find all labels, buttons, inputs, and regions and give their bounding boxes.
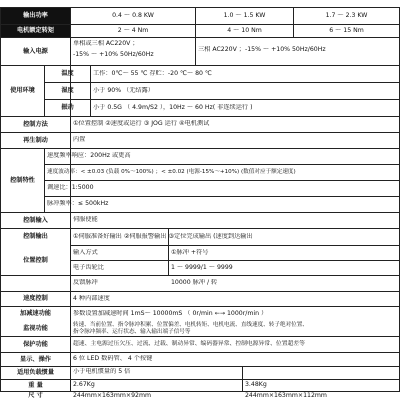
control-char-row-2: 速度波动率：< ±0.03 (负载 0%～100%) ；< ±0.02 (电源-15%～+10%) (数值对应于额定速度) xyxy=(47,169,296,175)
control-output-value: ①伺服准备好输出 ②伺服报警输出 ③定位完成输出 (速度到达输出 xyxy=(73,233,253,240)
speed-control-label: 速度控制 xyxy=(23,295,48,302)
row-divider xyxy=(70,245,400,246)
display-value: 6 位 LED 数码管、 4 个按键 xyxy=(73,355,153,362)
accel-label: 加减速功能 xyxy=(20,310,51,317)
row-divider xyxy=(44,180,400,181)
row-divider xyxy=(70,260,400,261)
row-divider xyxy=(44,196,400,197)
sub-label-divider xyxy=(44,148,45,212)
vibration-label: 振动 xyxy=(61,104,74,111)
row-divider xyxy=(44,164,400,165)
rated-torque-label: 电机额定转矩 xyxy=(1,25,70,37)
size-value-1: 244mm×163mm×92mm xyxy=(73,392,152,399)
rated-torque-3: 6 ～ 15 Nm xyxy=(329,27,364,34)
regen-brake-value: 内置 xyxy=(73,136,86,143)
row-divider xyxy=(44,99,400,100)
power-input-right: 三相 AC220V ；-15% ～ +10% 50Hz/60Hz xyxy=(198,46,326,53)
label-column-divider xyxy=(70,7,71,391)
power-input-label: 输入电源 xyxy=(23,48,48,55)
weight-value-1: 2.67Kg xyxy=(73,381,95,388)
control-char-row-4: 脉冲频率：≤ 500kHz xyxy=(47,200,109,207)
rated-torque-1: 2 ～ 4 Nm xyxy=(117,27,149,34)
power-input-left-1: 单相或三相 AC220V ； xyxy=(73,40,139,47)
humidity-value: 小于 90% （无结露） xyxy=(93,87,154,94)
power-input-left-2: -15% ～ +10% 50Hz/60Hz xyxy=(73,51,154,58)
temperature-value: 工作：0℃～ 55 ℃ 存贮：-20 ℃～ 80 ℃ xyxy=(93,70,212,77)
control-input-label: 控制输入 xyxy=(23,217,48,224)
output-power-2: 1.0 ～ 1.5 KW xyxy=(223,12,266,19)
row-divider xyxy=(0,275,400,276)
weight-label: 重 量 xyxy=(28,382,43,389)
row-divider xyxy=(0,148,400,149)
output-power-1: 0.4 ～ 0.8 KW xyxy=(112,12,154,19)
monitor-line-1: 转速、当前位置、指令脉冲积累、位置偏差、电机转矩、电机电流、直线速度、转子绝对位置、 xyxy=(73,322,308,328)
input-mode-label: 输入方式 xyxy=(73,249,98,256)
position-control-label: 位置控制 xyxy=(23,257,48,264)
vibration-value: 小于 0.5G （ 4.9m/S2 ），10Hz ～ 60 Hz( 非连续运行 ) xyxy=(93,104,253,111)
control-char-row-3: 调速比：1:5000 xyxy=(47,184,94,191)
temperature-label: 温度 xyxy=(61,70,74,77)
control-input-value: 伺服使能 xyxy=(73,216,98,223)
output-power-label: 输出功率 xyxy=(1,8,70,24)
control-method-label: 控制方法 xyxy=(23,121,48,128)
control-char-label: 控制特性 xyxy=(10,177,35,184)
gear-ratio-label: 电子齿轮比 xyxy=(73,264,104,271)
load-inertia-value: 小于电机惯量的 5 倍 xyxy=(73,368,131,375)
monitor-line-2: 指令脉冲频率、运行状态、输入输出端子信号等 xyxy=(73,329,191,335)
monitor-label: 监视功能 xyxy=(23,325,48,332)
load-inertia-label: 适用负载惯量 xyxy=(16,369,55,376)
weight-value-2: 3.48Kg xyxy=(245,381,267,388)
control-output-label: 控制输出 xyxy=(23,233,48,240)
regen-brake-label: 再生制动 xyxy=(23,137,48,144)
control-char-row-1: 速度频率响应：200Hz 或更高 xyxy=(47,152,131,159)
sub-label-divider xyxy=(90,65,91,116)
gear-ratio-value: 1 ～ 9999/1 ～ 9999 xyxy=(171,264,233,271)
control-method-value: ①位置控制 ②速度或运行 ③ JOG 运行 ④电机测试 xyxy=(73,120,210,127)
column-divider xyxy=(242,366,243,391)
input-mode-value: ①脉冲 +符号 xyxy=(171,249,209,256)
feedback-pulse-label: 反馈脉冲 xyxy=(73,279,98,286)
accel-value: 参数设置加减速时间 1mS～ 10000mS （ 0r/min ←→ 1000r/min ） xyxy=(73,310,268,317)
feedback-pulse-value: 10000 脉冲 / 转 xyxy=(171,279,218,286)
protection-label: 保护功能 xyxy=(23,341,48,348)
size-value-2: 244mm×163mm×112mm xyxy=(245,392,327,399)
display-label: 显示、操作 xyxy=(20,356,51,363)
protection-value: 超速、主电源过压欠压、过流、过载、制动异常、编码器异常、控制电源异常、位置超差等 xyxy=(73,341,305,347)
row-divider xyxy=(44,82,400,83)
rated-torque-2: 4 ～ 10 Nm xyxy=(227,27,262,34)
output-power-3: 1.7 ～ 2.3 KW xyxy=(325,12,368,19)
speed-control-value: 4 种内部速度 xyxy=(73,295,110,302)
size-label: 尺 寸 xyxy=(28,392,43,399)
humidity-label: 湿度 xyxy=(61,87,74,94)
environment-label: 使用环境 xyxy=(10,87,35,94)
